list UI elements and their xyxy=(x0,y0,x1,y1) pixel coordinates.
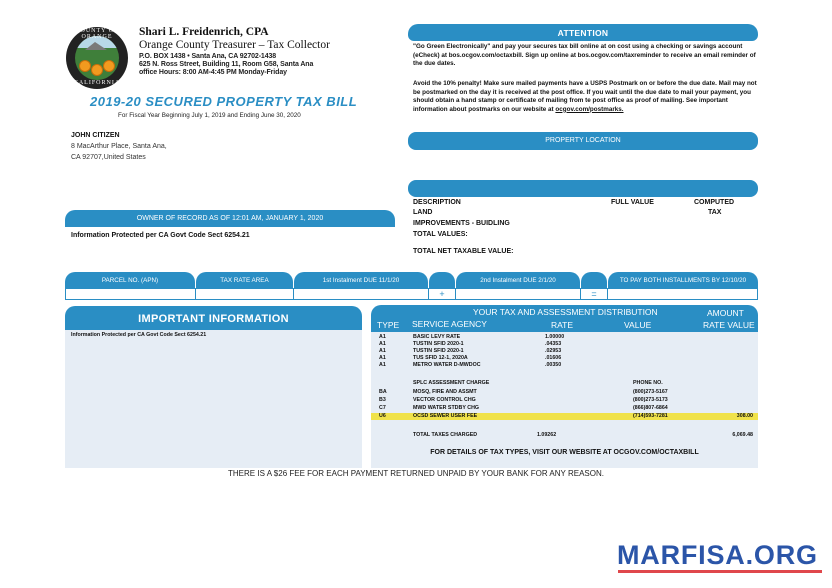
total-taxes-label: TOTAL TAXES CHARGED xyxy=(413,432,478,438)
property-location-header: PROPERTY LOCATION xyxy=(408,132,758,150)
officer-title: Orange County Treasurer – Tax Collector xyxy=(139,39,330,51)
values-header-bar xyxy=(408,180,758,197)
total-rate: 1.09262 xyxy=(537,432,557,438)
distribution-header xyxy=(371,305,758,332)
plus-sign: + xyxy=(428,288,456,300)
attention-penalty-text xyxy=(413,80,758,114)
owner-name: JOHN CITIZEN xyxy=(71,132,120,139)
returned-payment-notice: THERE IS A $26 FEE FOR EACH PAYMENT RETURNED UNPAID BY YOUR BANK FOR ANY REASON. xyxy=(228,469,604,478)
plus-column-header xyxy=(429,272,455,288)
parcel-number-header: PARCEL NO. (APN) xyxy=(65,272,195,288)
full-value-label: FULL VALUE xyxy=(611,199,654,206)
assessment-row: C7 MWD WATER STDBY CHG (866)807-6864 xyxy=(379,405,668,411)
tax-types-details-text: FOR DETAILS OF TAX TYPES, VISIT OUR WEBSITE AT OCGOV.COM/OCTAXBILL xyxy=(430,449,699,456)
office-hours-line: office Hours: 8:00 AM-4:45 PM Monday-Friday xyxy=(139,69,287,76)
owner-address-line-1: 8 MacArthur Place, Santa Ana, xyxy=(71,143,167,150)
description-label: DESCRIPTION xyxy=(413,199,461,206)
distribution-title: YOUR TAX AND ASSESSMENT DISTRIBUTION xyxy=(473,307,658,317)
assessment-row: B3 VECTOR CONTROL CHG (800)273-5173 xyxy=(379,397,668,403)
tax-label: TAX xyxy=(708,209,722,216)
county-seal-icon xyxy=(66,27,128,89)
po-box-line: P.O. BOX 1438 • Santa Ana, CA 92702-1438 xyxy=(139,53,277,60)
assessment-row: BA MOSQ, FIRE AND ASSMT (800)273-5167 xyxy=(379,389,668,395)
improvements-label: IMPROVEMENTS - BUIDLING xyxy=(413,220,510,227)
tax-rate-area-value xyxy=(195,288,294,300)
parcel-number-value xyxy=(65,288,196,300)
phone-header: PHONE NO. xyxy=(633,380,663,386)
watermark-underline xyxy=(618,570,822,573)
total-taxes-row xyxy=(371,432,758,439)
important-information-text: Information Protected per CA Govt Code Sect 6254.21 xyxy=(71,332,207,338)
amount-label: AMOUNT xyxy=(707,308,744,318)
first-installment-value xyxy=(293,288,429,300)
first-installment-header: 1st Instalment DUE 11/1/20 xyxy=(294,272,428,288)
owner-address-line-2: CA 92707,United States xyxy=(71,154,146,161)
rate-row: A1 BASIC LEVY RATE 1.00000 xyxy=(379,334,565,340)
marfisa-watermark: MARFISA.ORG xyxy=(617,540,818,570)
equals-column-header xyxy=(581,272,607,288)
pay-both-value xyxy=(607,288,758,300)
rate-row: A1 TUSTIN SFID 2020-1 .02953 xyxy=(379,348,562,354)
seal-top-text: COUNTY OF ORANGE xyxy=(75,28,119,40)
total-values-label: TOTAL VALUES: xyxy=(413,231,468,238)
important-information-header: IMPORTANT INFORMATION xyxy=(65,306,362,330)
attention-header: ATTENTION xyxy=(408,24,758,41)
rate-row: A1 TUS SFID 12-1, 2020A .01606 xyxy=(379,355,562,361)
value-column-header: VALUE xyxy=(624,320,652,330)
second-installment-value xyxy=(455,288,581,300)
total-amount: 6,069.48 xyxy=(732,432,753,438)
attention-go-green-text: "Go Green Electronically" and pay your secures tax bill online at on cost using a checking or savings account (eCheck) at bos.ocgov.com/octaxbill. Sign up online at bos.ocgov.com/taxreminder to receive an email reminder of the due dates. xyxy=(413,43,756,67)
bill-title: 2019-20 SECURED PROPERTY TAX BILL xyxy=(90,94,358,109)
tax-rate-area-header: TAX RATE AREA xyxy=(196,272,293,288)
rate-row: A1 METRO WATER D-MWDOC .00350 xyxy=(379,362,562,368)
postmarks-link[interactable]: ocgov.com/postmarks. xyxy=(555,105,624,113)
penalty-text: Avoid the 10% penalty! Make sure mailed payments have a USPS Postmark on or before the due date. Mail may not be postmarked on the day it is received at the post office. If you wait until the due date to mail your payment, you should obtain a hand stamp or certificate of mailing from te post office as proof of mailing. See important information about postmarks on our website at xyxy=(413,80,757,113)
owner-of-record-body: Information Protected per CA Govt Code Sect 6254.21 xyxy=(71,232,250,239)
land-label: LAND xyxy=(413,209,433,216)
owner-of-record-header: OWNER OF RECORD AS OF 12:01 AM, JANUARY 1, 2020 xyxy=(65,210,395,227)
rate-value-column-header: RATE VALUE xyxy=(703,320,755,330)
pay-both-header: TO PAY BOTH INSTALLMENTS BY 12/10/20 xyxy=(608,272,758,288)
seal-bottom-text: CALIFORNIA xyxy=(73,80,121,86)
important-information-panel xyxy=(65,330,362,468)
assessment-charge-label: SPLC ASSESSMENT CHARGE xyxy=(413,380,490,386)
agency-column-header: SERVICE AGENCY xyxy=(412,319,487,329)
assessment-header-row xyxy=(371,380,758,387)
equals-sign: = xyxy=(580,288,608,300)
type-column-header: TYPE xyxy=(377,320,400,330)
assessment-row-highlighted: U6 OCSD SEWER USER FEE (714)593-7281 308.00 xyxy=(371,413,758,420)
fiscal-year: For Fiscal Year Beginning July 1, 2019 and Ending June 30, 2020 xyxy=(118,112,301,119)
rate-column-header: RATE xyxy=(551,320,574,330)
total-net-taxable-label: TOTAL NET TAXABLE VALUE: xyxy=(413,248,514,255)
rate-row: A1 TUSTIN SFID 2020-1 .04353 xyxy=(379,341,562,347)
computed-label: COMPUTED xyxy=(694,199,735,206)
officer-name: Shari L. Freidenrich, CPA xyxy=(139,26,269,38)
second-installment-header: 2nd Instalment DUE 2/1/20 xyxy=(456,272,580,288)
street-address-line: 625 N. Ross Street, Building 11, Room G58, Santa Ana xyxy=(139,61,314,68)
seal-emblem xyxy=(75,36,119,80)
